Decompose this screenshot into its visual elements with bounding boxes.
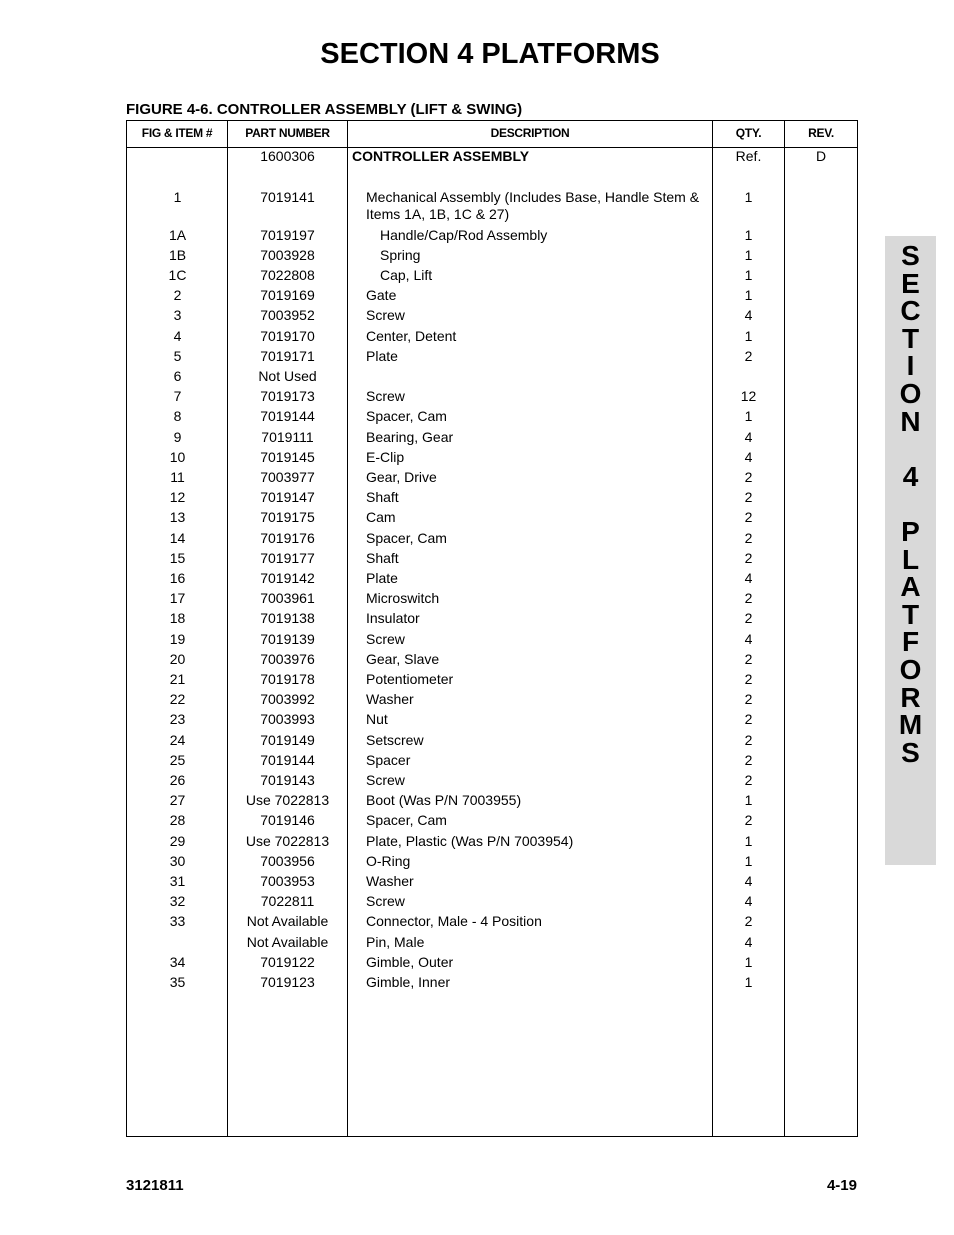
description-cell: Setscrew: [366, 731, 424, 748]
part-number-cell: 7019177: [260, 549, 315, 566]
qty-cell: 1: [744, 852, 753, 869]
fig-item-cell: 14: [169, 529, 186, 546]
side-tab-letter: T: [901, 322, 920, 354]
description-cell: Cam: [366, 509, 396, 526]
fig-item-cell: 10: [169, 448, 186, 465]
description-cell: Nut: [366, 711, 388, 728]
fig-item-cell: 8: [173, 408, 182, 425]
fig-item-cell: 29: [169, 832, 186, 849]
side-tab-letters: [885, 242, 936, 766]
fig-item-cell: 1A: [168, 226, 187, 243]
part-number-cell: 7019149: [260, 731, 315, 748]
qty-cell: 1: [744, 327, 753, 344]
qty-cell: 1: [744, 832, 753, 849]
part-number-cell: 7022808: [260, 266, 315, 283]
fig-item-cell: 21: [169, 670, 186, 687]
description-cell: E-Clip: [366, 448, 405, 465]
part-number-cell: Use 7022813: [245, 832, 330, 849]
fig-item-cell: 1: [173, 189, 182, 205]
description-cell: Boot (Was P/N 7003955): [366, 792, 522, 809]
fig-item-cell: 1B: [168, 246, 187, 263]
qty-cell: 1: [744, 973, 753, 990]
side-tab-letter: [885, 435, 936, 463]
part-number-cell: 7019144: [260, 751, 315, 768]
part-number-cell: 7019170: [260, 327, 315, 344]
part-number-cell: 7019111: [261, 428, 314, 445]
part-number-cell: Not Available: [246, 933, 329, 950]
qty-cell: 2: [744, 650, 753, 667]
side-tab-letter: 4: [902, 460, 919, 492]
qty-cell: 1: [744, 189, 753, 205]
description-cell: Shaft: [366, 549, 399, 566]
fig-item-cell: 2: [173, 287, 182, 304]
description-cell: CONTROLLER ASSEMBLY: [352, 148, 530, 164]
part-number-cell: 7003953: [260, 872, 315, 889]
fig-item-cell: 6: [173, 367, 182, 384]
fig-item-cell: 7: [173, 388, 182, 405]
description-cell: Plate: [366, 569, 398, 586]
qty-cell: 1: [744, 953, 753, 970]
description-cell: Gear, Drive: [366, 468, 437, 485]
fig-item-cell: 1C: [168, 266, 187, 283]
fig-item-cell: 24: [169, 731, 186, 748]
fig-item-cell: 13: [169, 509, 186, 526]
qty-cell: 2: [744, 711, 753, 728]
qty-cell: 2: [744, 771, 753, 788]
qty-cell: 4: [744, 448, 753, 465]
part-number-cell: 7003993: [260, 711, 315, 728]
fig-item-cell: 5: [173, 347, 182, 364]
qty-cell: 2: [744, 590, 753, 607]
qty-cell: 4: [744, 933, 753, 950]
qty-cell: 4: [744, 872, 753, 889]
part-number-cell: 7019146: [260, 812, 315, 829]
part-number-cell: 7003976: [260, 650, 315, 667]
qty-cell: 4: [744, 307, 753, 324]
side-tab-letter: I: [906, 350, 915, 382]
qty-cell: 2: [744, 812, 753, 829]
side-tab-letter: S: [901, 736, 920, 768]
fig-item-cell: 17: [169, 590, 186, 607]
fig-item-cell: 12: [169, 489, 186, 506]
qty-cell: 12: [740, 388, 757, 405]
qty-cell: 4: [744, 569, 753, 586]
qty-cell: 1: [744, 246, 753, 263]
fig-item-cell: 3: [173, 307, 182, 324]
part-number-cell: 7019142: [260, 569, 315, 586]
fig-item-cell: 18: [169, 610, 186, 627]
description-cell: Screw: [366, 630, 405, 647]
fig-item-cell: 34: [169, 953, 186, 970]
qty-cell: 2: [744, 731, 753, 748]
figure-title: FIGURE 4-6. CONTROLLER ASSEMBLY (LIFT & SWING): [126, 101, 523, 118]
fig-item-cell: 33: [169, 913, 186, 930]
description-cell: Handle/Cap/Rod Assembly: [380, 226, 548, 243]
part-number-cell: Not Used: [258, 367, 317, 384]
fig-item-cell: 23: [169, 711, 186, 728]
side-tab-letter: L: [901, 543, 920, 575]
qty-cell: 2: [744, 610, 753, 627]
fig-item-cell: 4: [173, 327, 182, 344]
qty-cell: 1: [744, 408, 753, 425]
part-number-cell: 1600306: [260, 148, 315, 164]
column-header-fig: FIG & ITEM #: [141, 126, 213, 140]
fig-item-cell: 19: [169, 630, 186, 647]
part-number-cell: 7003928: [260, 246, 315, 263]
description-cell: Gimble, Outer: [366, 953, 454, 970]
description-cell: Mechanical Assembly (Includes Base, Handle Stem & Items 1A, 1B, 1C & 27): [366, 189, 700, 222]
description-cell: Washer: [366, 872, 414, 889]
qty-cell: 2: [744, 913, 753, 930]
fig-item-cell: 32: [169, 893, 186, 910]
description-cell: Bearing, Gear: [366, 428, 454, 445]
fig-item-cell: 28: [169, 812, 186, 829]
description-cell: Microswitch: [366, 590, 440, 607]
fig-item-cell: 31: [169, 872, 186, 889]
description-cell: Center, Detent: [366, 327, 457, 344]
qty-cell: 1: [744, 287, 753, 304]
side-tab-letter: M: [898, 709, 923, 741]
qty-cell: 1: [744, 792, 753, 809]
description-cell: Shaft: [366, 489, 399, 506]
fig-item-cell: 27: [169, 792, 186, 809]
fig-item-cell: 25: [169, 751, 186, 768]
part-number-cell: 7022811: [260, 893, 315, 910]
description-cell: Spacer: [366, 751, 411, 768]
description-cell: Connector, Male - 4 Position: [366, 913, 542, 930]
description-cell: Washer: [366, 691, 414, 708]
fig-item-cell: 22: [169, 691, 186, 708]
side-tab-letter: S: [901, 240, 920, 271]
column-header-description: DESCRIPTION: [490, 126, 570, 140]
qty-cell: 4: [744, 893, 753, 910]
side-tab-letter: R: [900, 681, 921, 713]
section-side-tab: [885, 236, 936, 865]
column-header-part-number: PART NUMBER: [245, 126, 330, 140]
qty-cell: 2: [744, 751, 753, 768]
parts-table: [126, 120, 858, 1137]
part-number-cell: 7019138: [260, 610, 315, 627]
part-number-cell: 7019147: [260, 489, 315, 506]
fig-item-cell: 15: [169, 549, 186, 566]
qty-cell: 2: [744, 670, 753, 687]
fig-item-cell: 11: [170, 468, 185, 485]
side-tab-letter: A: [900, 571, 921, 603]
description-cell: O-Ring: [366, 852, 411, 869]
part-number-cell: 7003992: [260, 691, 315, 708]
qty-cell: 2: [744, 549, 753, 566]
description-cell: Screw: [366, 388, 405, 405]
document-number: 3121811: [126, 1177, 184, 1194]
description-cell: Spring: [380, 246, 421, 263]
page-number: 4-19: [826, 1177, 857, 1194]
qty-cell: 2: [744, 347, 753, 364]
part-number-cell: 7019178: [260, 670, 315, 687]
part-number-cell: 7019123: [260, 973, 315, 990]
qty-cell: 2: [744, 468, 753, 485]
part-number-cell: 7019169: [260, 287, 315, 304]
description-cell: Plate: [366, 347, 398, 364]
side-tab-letter: N: [900, 405, 921, 437]
part-number-cell: 7003961: [260, 590, 315, 607]
qty-cell: 1: [744, 266, 753, 283]
part-number-cell: Not Available: [246, 913, 329, 930]
description-cell: Screw: [366, 771, 405, 788]
part-number-cell: 7019197: [260, 226, 315, 243]
qty-cell: 2: [744, 691, 753, 708]
part-number-cell: 7019144: [260, 408, 315, 425]
description-cell: Gear, Slave: [366, 650, 440, 667]
part-number-cell: 7003977: [260, 468, 315, 485]
description-cell: Screw: [366, 307, 405, 324]
part-number-cell: 7019171: [260, 347, 315, 364]
part-number-cell: 7019141: [260, 189, 315, 205]
description-cell: Gate: [366, 287, 397, 304]
side-tab-letter: P: [901, 515, 920, 547]
side-tab-letter: F: [901, 626, 920, 658]
part-number-cell: 7019173: [260, 388, 315, 405]
column-divider: [784, 121, 785, 1136]
fig-item-cell: 30: [169, 852, 186, 869]
description-cell: Spacer, Cam: [366, 529, 447, 546]
side-tab-letter: O: [899, 377, 922, 409]
qty-cell: 4: [744, 428, 753, 445]
rev-cell: D: [815, 148, 827, 164]
part-number-cell: 7019122: [260, 953, 315, 970]
fig-item-cell: 20: [169, 650, 186, 667]
description-cell: Insulator: [366, 610, 420, 627]
fig-item-cell: 26: [169, 771, 186, 788]
fig-item-cell: 35: [169, 973, 186, 990]
qty-cell: Ref.: [735, 148, 762, 164]
qty-cell: 2: [744, 529, 753, 546]
fig-item-cell: 9: [173, 428, 182, 445]
part-number-cell: 7003952: [260, 307, 315, 324]
qty-cell: 1: [744, 226, 753, 243]
side-tab-letter: [885, 490, 936, 518]
side-tab-letter: C: [900, 295, 921, 327]
side-tab-letter: E: [901, 267, 920, 299]
description-cell: Gimble, Inner: [366, 973, 451, 990]
side-tab-letter: T: [901, 598, 920, 630]
qty-cell: 2: [744, 509, 753, 526]
qty-cell: 2: [744, 489, 753, 506]
description-cell: Pin, Male: [366, 933, 425, 950]
description-cell: Screw: [366, 893, 405, 910]
description-cell: Spacer, Cam: [366, 408, 447, 425]
part-number-cell: 7003956: [260, 852, 315, 869]
part-number-cell: Use 7022813: [245, 792, 330, 809]
column-header-rev: REV.: [808, 126, 834, 140]
description-cell: Cap, Lift: [380, 266, 433, 283]
part-number-cell: 7019145: [260, 448, 315, 465]
side-tab-letter: O: [899, 653, 922, 685]
description-cell: Plate, Plastic (Was P/N 7003954): [366, 832, 574, 849]
qty-cell: 4: [744, 630, 753, 647]
column-header-qty: QTY.: [735, 126, 762, 140]
part-number-cell: 7019176: [260, 529, 315, 546]
fig-item-cell: 16: [169, 569, 186, 586]
description-cell: Potentiometer: [366, 670, 454, 687]
part-number-cell: 7019175: [260, 509, 315, 526]
description-cell: Spacer, Cam: [366, 812, 447, 829]
part-number-cell: 7019139: [260, 630, 315, 647]
part-number-cell: 7019143: [260, 771, 315, 788]
page-title: SECTION 4 PLATFORMS: [320, 38, 660, 70]
